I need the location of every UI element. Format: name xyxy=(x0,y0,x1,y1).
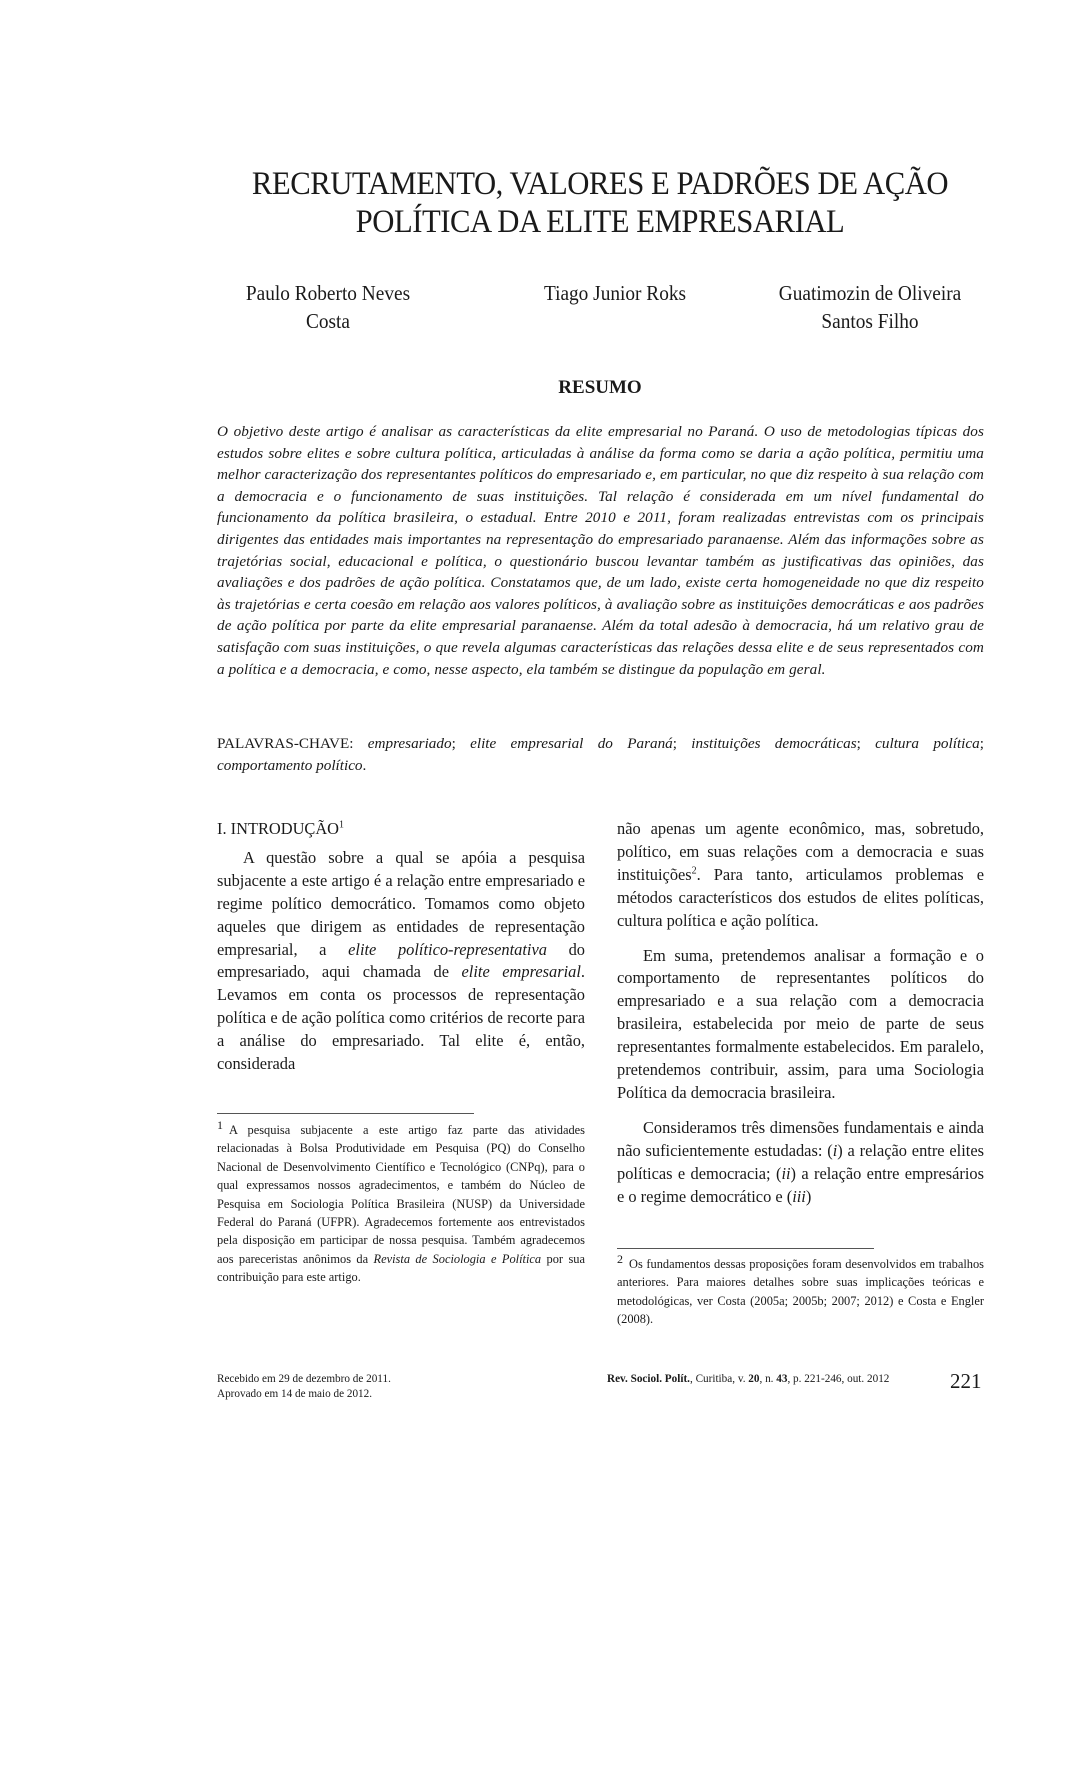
paragraph-continued xyxy=(617,818,984,933)
journal-abbreviation: Rev. Sociol. Polít. xyxy=(607,1373,690,1385)
footnote-number: 1 xyxy=(217,1117,223,1132)
submission-dates xyxy=(217,1372,391,1402)
keyword: elite empresarial do Paraná xyxy=(470,735,673,752)
text-run: A questão sobre a qual se apóia a pesquisa subjacente a este artigo é a relação entre empresariado e regime político democrático. Tomamos como objeto aqueles que dirigem as entidades de representação empresarial, a xyxy=(217,847,585,959)
italic-term: ii xyxy=(781,1163,791,1183)
footnote-divider xyxy=(217,1113,474,1114)
issue-number: 43 xyxy=(776,1373,788,1385)
body-column-left xyxy=(217,818,585,1088)
keywords-list: empresariado; elite empresarial do Paraná; instituições democráticas; cultura política; comportamento político. xyxy=(217,735,984,774)
author-2 xyxy=(514,279,716,307)
text-run: . Levamos em conta os processos de representação política e de ação política como critérios de recorte para a análise do empresariado. Tal elite é, então, considerada xyxy=(217,962,585,1074)
section-heading xyxy=(217,818,585,841)
keyword: empresariado xyxy=(367,735,452,752)
italic-term: iii xyxy=(792,1186,806,1206)
article-title xyxy=(172,165,1028,241)
approved-date: Aprovado em 14 de maio de 2012. xyxy=(217,1388,373,1400)
text-run: não apenas um agente econômico, mas, sobretudo, político, em suas relações com a democracia e suas instituições xyxy=(617,819,984,884)
paragraph xyxy=(617,1117,984,1209)
text-run: , Curitiba, v. xyxy=(689,1373,749,1385)
text-run: , n. xyxy=(759,1373,777,1385)
title-line-2: POLÍTICA DA ELITE EMPRESARIAL xyxy=(355,204,845,240)
text-run: por sua contribuição para este artigo. xyxy=(217,1251,585,1285)
author-name-line: Tiago Junior Roks xyxy=(543,281,687,305)
italic-term: elite empresarial xyxy=(461,962,581,982)
keyword: instituições democráticas xyxy=(691,735,857,752)
section-heading-text: I. INTRODUÇÃO xyxy=(217,819,340,838)
paragraph xyxy=(217,847,585,1076)
footnote-1 xyxy=(217,1117,585,1287)
paragraph: Em suma, pretendemos analisar a formação e o comportamento de representantes políticos do empresariado e a sua relação com a democracia brasileira, estabelecida por meio de parte de seus representantes formalmente estabelecidos. Em paralelo, pretendemos contribuir, assim, para uma Sociologia Política da democracia brasileira. xyxy=(617,945,984,1102)
author-name-line: Guatimozin de Oliveira xyxy=(778,281,962,305)
author-name-line: Paulo Roberto Neves xyxy=(245,281,411,305)
text-run: ) a relação entre elites políticas e democracia; ( xyxy=(617,1140,984,1183)
pages-date: , p. 221-246, out. 2012 xyxy=(787,1373,890,1385)
author-3 xyxy=(764,279,976,335)
text-run: ) a relação entre empresários e o regime democrático e ( xyxy=(617,1163,984,1206)
text-run: . Para tanto, articulamos problemas e métodos característicos dos estudos de elites políticas, cultura política e ação política. xyxy=(617,864,984,930)
italic-term: i xyxy=(832,1140,838,1160)
text-run: Os fundamentos dessas proposições foram desenvolvidos em trabalhos anteriores. Para maiores detalhes sobre suas implicações teóricas e metodológicas, ver Costa (2005a; 2005b; 2007; 2012) e Costa e Engler (2008). xyxy=(617,1257,984,1327)
footnote-number: 2 xyxy=(617,1251,623,1266)
text-run: Consideramos três dimensões fundamentais e ainda não suficientemente estudadas: ( xyxy=(617,1117,984,1160)
footnote-ref[interactable]: 2 xyxy=(691,865,697,877)
keyword: comportamento político xyxy=(217,756,363,774)
text-run: A pesquisa subjacente a este artigo faz parte das atividades relacionadas à Bolsa Produtividade em Pesquisa (PQ) do Conselho Nacional de Desenvolvimento Científico e Tecnológico (CNPq), para o qual expressamos nossos agradecimentos, e também do Núcleo de Pesquisa em Sociologia Política Brasileira (NUSP) da Universidade Federal do Paraná (UFPR). Agradecemos fortemente aos entrevistados pela disposição em participar de nossa pesquisa. Também agradecemos aos pareceristas anônimos da xyxy=(217,1123,585,1266)
author-1 xyxy=(227,279,429,335)
received-date: Recebido em 29 de dezembro de 2011. xyxy=(217,1373,391,1385)
abstract-heading: RESUMO xyxy=(558,377,642,398)
journal-name: Revista de Sociologia e Política xyxy=(373,1251,542,1266)
text-run: ) xyxy=(805,1186,812,1206)
volume: 20 xyxy=(748,1373,760,1385)
journal-citation xyxy=(607,1372,889,1387)
page-number: 221 xyxy=(950,1369,982,1393)
title-line-1: RECRUTAMENTO, VALORES E PADRÕES DE AÇÃO xyxy=(251,166,949,202)
abstract-text: O objetivo deste artigo é analisar as características da elite empresarial no Paraná. O uso de metodologias típicas dos estudos sobre elites e sobre cultura política, articuladas à análise da forma como se daria a ação política, permitiu uma melhor caracterização dos representantes políticos do empresariado e, em particular, no que diz respeito à sua relação com a democracia e o funcionamento de suas instituições. Tal relação é considerada em um nível fundamental do funcionamento da política brasileira, o estadual. Entre 2010 e 2011, foram realizadas entrevistas com os principais dirigentes das entidades mais importantes na representação do empresariado paranaense. Além das informações sobre as trajetórias social, educacional e política, o questionário buscou levantar também as justificativas das opiniões, das avaliações e dos padrões de ação política. Constatamos que, de um lado, existe certa homogeneidade no que diz respeito às trajetórias e certa coesão em relação aos valores políticos, à avaliação sobre as instituições democráticas e aos padrões de ação política por parte da elite empresarial paranaense. Além da total adesão à democracia, há um relativo grau de satisfação com suas instituições, o que revela algumas características das relações dessa elite e de seus representados com a política e a democracia, e como, nesse aspecto, ela também se distingue da população em geral. xyxy=(217,423,984,678)
footnote-ref[interactable]: 1 xyxy=(339,819,345,831)
footnote-divider xyxy=(617,1248,874,1249)
author-name-line: Costa xyxy=(305,309,351,333)
keywords-label: PALAVRAS-CHAVE: xyxy=(217,735,354,752)
footnote-2 xyxy=(617,1251,984,1329)
keyword: cultura política xyxy=(875,735,980,752)
body-column-right xyxy=(617,818,984,1221)
text-run: do empresariado, aqui chamada de xyxy=(217,939,585,982)
keywords xyxy=(217,733,984,776)
italic-term: elite político-representativa xyxy=(348,939,547,959)
author-name-line: Santos Filho xyxy=(821,309,919,333)
